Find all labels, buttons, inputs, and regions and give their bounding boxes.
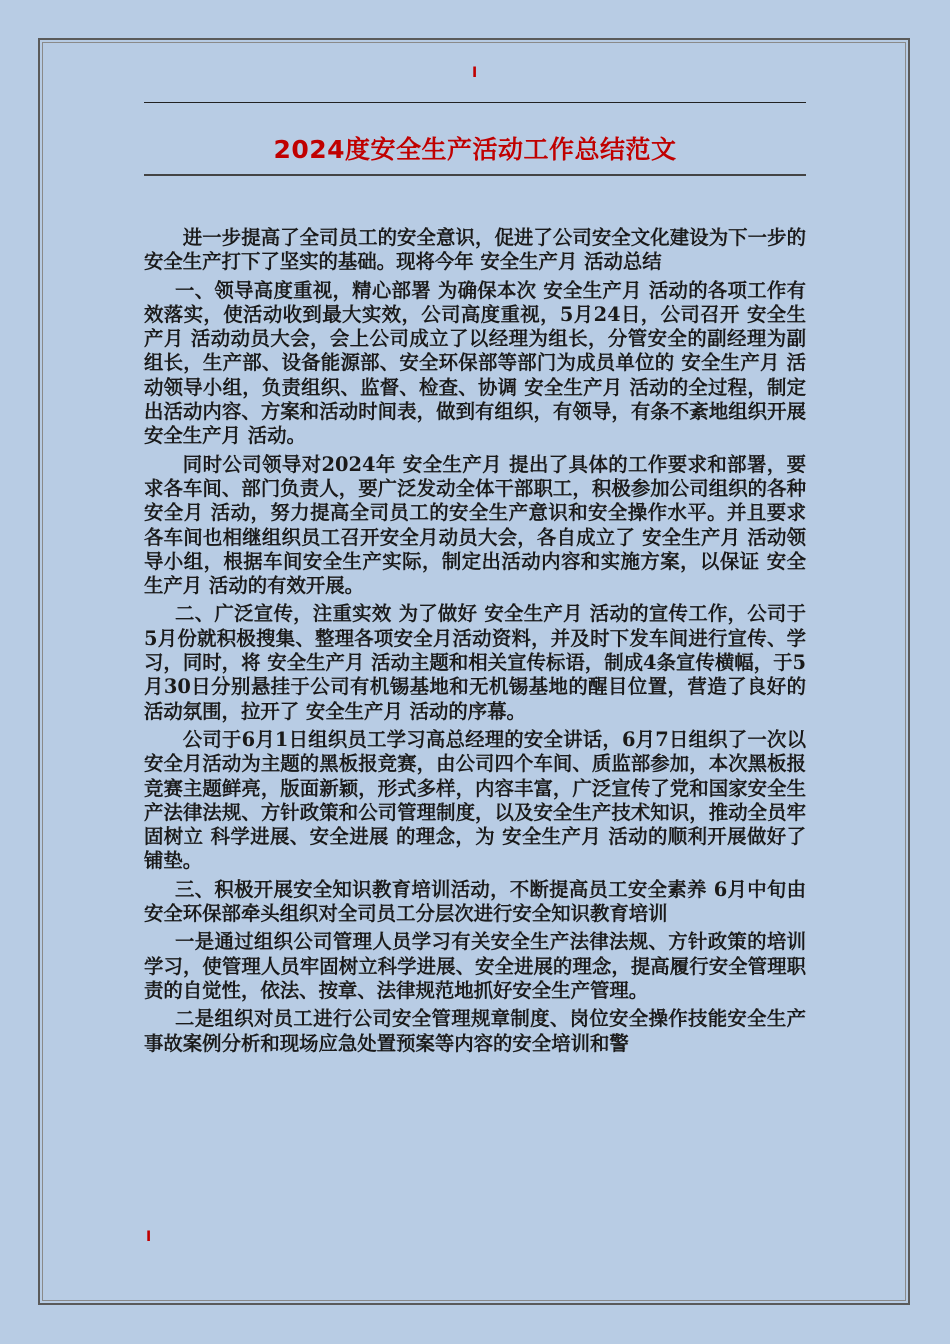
paragraph-intro: 进一步提高了全司员工的安全意识，促进了公司安全文化建设为下一步的安全生产打下了坚实的基础。现将今年 安全生产月 活动总结	[144, 226, 806, 274]
footer-mark: I	[146, 1229, 152, 1245]
paragraph-section-2: 二、广泛宣传，注重实效 为了做好 安全生产月 活动的宣传工作，公司于5月份就积极搜集、整理各项安全月活动资料，并及时下发车间进行宣传、学习，同时，将 安全生产月 活动主题和相关宣传标语，制成4条宣传横幅，于5月30日分别悬挂于公司有机锡基地和无机锡基地的醒目位置，营造了良好的活动氛围，拉开了 安全生产月 活动的序幕。	[144, 602, 806, 723]
title-rule	[144, 174, 806, 176]
paragraph-section-3: 三、积极开展安全知识教育培训活动，不断提高员工安全素养 6月中旬由安全环保部牵头组织对全司员工分层次进行安全知识教育培训	[144, 877, 806, 926]
paragraph-section-1-detail: 同时公司领导对2024年 安全生产月 提出了具体的工作要求和部署，要求各车间、部门负责人，要广泛发动全体干部职工，积极参加公司组织的各种 安全月 活动，努力提高全司员工的安全生产意识和安全操作水平。并且要求各车间也相继组织员工召开安全月动员大会，各自成立了 安全生产月 活动领导小组，根据车间安全生产实际，制定出活动内容和实施方案，以保证 安全生产月 活动的有效开展。	[144, 452, 807, 598]
paragraph-section-2-detail: 公司于6月1日组织员工学习高总经理的安全讲话，6月7日组织了一次以安全月活动为主题的黑板报竞赛，由公司四个车间、质监部参加，本次黑板报竞赛主题鲜亮，版面新颖，形式多样，内容丰富，广泛宣传了党和国家安全生产法律法规、方针政策和公司管理制度，以及安全生产技术知识，推动全员牢固树立 科学进展、安全进展 的理念，为 安全生产月 活动的顺利开展做好了铺垫。	[144, 727, 806, 873]
document-body	[144, 226, 806, 1060]
paragraph-section-3-item-2: 二是组织对员工进行公司安全管理规章制度、岗位安全操作技能安全生产事故案例分析和现场应急处置预案等内容的安全培训和警	[144, 1007, 806, 1055]
document-title: 2024度安全生产活动工作总结范文	[273, 135, 677, 164]
paragraph-section-3-item-1: 一是通过组织公司管理人员学习有关安全生产法律法规、方针政策的培训学习，使管理人员牢固树立科学进展、安全进展的理念，提高履行安全管理职责的自觉性，依法、按章、法律规范地抓好安全生产管理。	[144, 930, 806, 1002]
paragraph-section-1: 一、领导高度重视，精心部署 为确保本次 安全生产月 活动的各项工作有效落实，使活动收到最大实效，公司高度重视，5月24日，公司召开 安全生产月 活动动员大会，会上公司成立了以经理为组长，分管安全的副经理为副组长，生产部、设备能源部、安全环保部等部门为成员单位的 安全生产月 活动领导小组，负责组织、监督、检查、协调 安全生产月 活动的全过程，制定出活动内容、方案和活动时间表，做到有组织，有领导，有条不紊地组织开展 安全生产月 活动。	[144, 278, 806, 448]
header-rule	[144, 102, 806, 103]
header-mark: I	[472, 65, 478, 81]
